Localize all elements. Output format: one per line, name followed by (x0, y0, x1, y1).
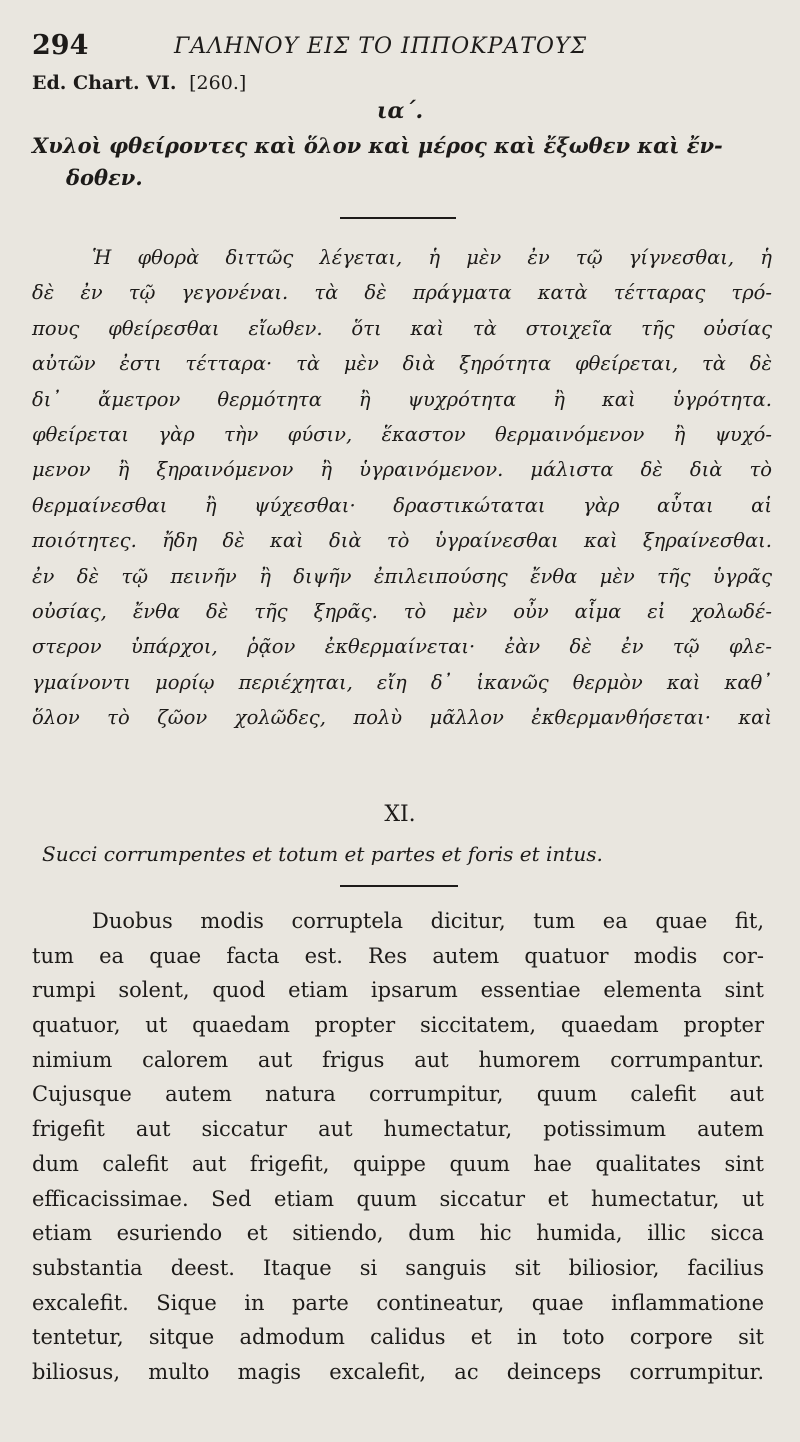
text-line: Ἡ φθορὰ διττῶς λέγεται, ἡ μὲν ἐν τῷ γίγνεσθαι, ἡ (92, 246, 772, 269)
text-line: substantia deest. Itaque si sanguis sit biliosior, facilius (32, 1255, 764, 1280)
text-line: quatuor, ut quaedam propter siccitatem, quaedam propter (32, 1013, 764, 1038)
text-line: δι᾽ ἄμετρον θερμότητα ἢ ψυχρότητα ἢ καὶ ὑγρότητα. (32, 387, 772, 411)
text-line: tum ea quae facta est. Res autem quatuor modis cor- (32, 943, 764, 968)
greek-heading-line: δοθεν. (66, 165, 143, 190)
text-line: φθείρεται γὰρ τὴν φύσιν, ἕκαστον θερμαινόμενον ἢ ψυχό- (32, 422, 772, 446)
text-line: biliosus, multo magis excalefit, ac deinceps corrumpitur. (32, 1359, 764, 1384)
text-line: ὅλον τὸ ζῶον χολῶδες, πολὺ μᾶλλον ἐκθερμανθήσεται· καὶ (32, 706, 772, 730)
running-title: ΓΑΛΗΝΟΥ ΕΙΣ ΤΟ ΙΠΠΟΚΡΑΤΟΥΣ (174, 34, 588, 59)
text-line: tentetur, sitque admodum calidus et in toto corpore sit (32, 1325, 764, 1350)
text-line: dum calefit aut frigefit, quippe quum hae qualitates sint (32, 1151, 764, 1176)
text-line: ἐν δὲ τῷ πεινῆν ἢ διψῆν ἐπιλειπούσης ἔνθα μὲν τῆς ὑγρᾶς (32, 564, 772, 588)
text-line: efficacissimae. Sed etiam quum siccatur et humectatur, ut (32, 1186, 764, 1211)
greek-section-number: ια΄. (376, 98, 424, 124)
section-divider (340, 217, 456, 219)
text-line: θερμαίνεσθαι ἢ ψύχεσθαι· δραστικώταται γὰρ αὗται αἱ (32, 493, 772, 517)
latin-section-number: XI. (384, 802, 416, 827)
text-line: δὲ ἐν τῷ γεγονέναι. τὰ δὲ πράγματα κατὰ τέτταρας τρό- (32, 281, 772, 305)
edition-reference (32, 72, 246, 94)
page-number: 294 (32, 30, 89, 61)
text-line: rumpi solent, quod etiam ipsarum essentiae elementa sint (32, 978, 764, 1003)
text-line: Duobus modis corruptela dicitur, tum ea quae fit, (92, 909, 764, 933)
latin-text-body (32, 904, 764, 1390)
greek-section-heading (32, 130, 772, 194)
text-line: Cujusque autem natura corrumpitur, quum calefit aut (32, 1082, 764, 1107)
section-divider (340, 885, 458, 887)
text-line: στερον ὑπάρχοι, ῥᾷον ἐκθερμαίνεται· ἐὰν δὲ ἐν τῷ φλε- (32, 635, 772, 659)
edition-label: Ed. Chart. VI. (32, 72, 177, 94)
page-header (32, 30, 772, 66)
latin-section-heading: Succi corrumpentes et totum et partes et foris et intus. (42, 842, 603, 866)
greek-text-body (32, 240, 772, 735)
text-line: μενον ἢ ξηραινόμενον ἢ ὑγραινόμενον. μάλιστα δὲ διὰ τὸ (32, 458, 772, 482)
text-line: γμαίνοντι μορίῳ περιέχηται, εἴη δ᾽ ἱκανῶς θερμὸν καὶ καθ᾽ (32, 670, 772, 694)
text-line: excalefit. Sique in parte contineatur, quae inflammatione (32, 1290, 764, 1315)
text-line: αὐτῶν ἐστι τέτταρα· τὰ μὲν διὰ ξηρότητα φθείρεται, τὰ δὲ (32, 352, 772, 376)
text-line: ποιότητες. ἤδη δὲ καὶ διὰ τὸ ὑγραίνεσθαι καὶ ξηραίνεσθαι. (32, 529, 772, 553)
text-line: frigefit aut siccatur aut humectatur, potissimum autem (32, 1117, 764, 1142)
text-line: etiam esuriendo et sitiendo, dum hic humida, illic sicca (32, 1221, 764, 1246)
greek-heading-line: Χυλοὶ φθείροντες καὶ ὅλον καὶ μέρος καὶ ἔξωθεν καὶ ἔν- (32, 133, 723, 158)
text-line: οὐσίας, ἔνθα δὲ τῆς ξηρᾶς. τὸ μὲν οὖν αἷμα εἰ χολωδέ- (32, 599, 772, 623)
text-line: nimium calorem aut frigus aut humorem corrumpantur. (32, 1047, 764, 1072)
edition-page-ref: [260.] (189, 72, 247, 94)
text-line: πους φθείρεσθαι εἴωθεν. ὅτι καὶ τὰ στοιχεῖα τῆς οὐσίας (32, 316, 772, 340)
